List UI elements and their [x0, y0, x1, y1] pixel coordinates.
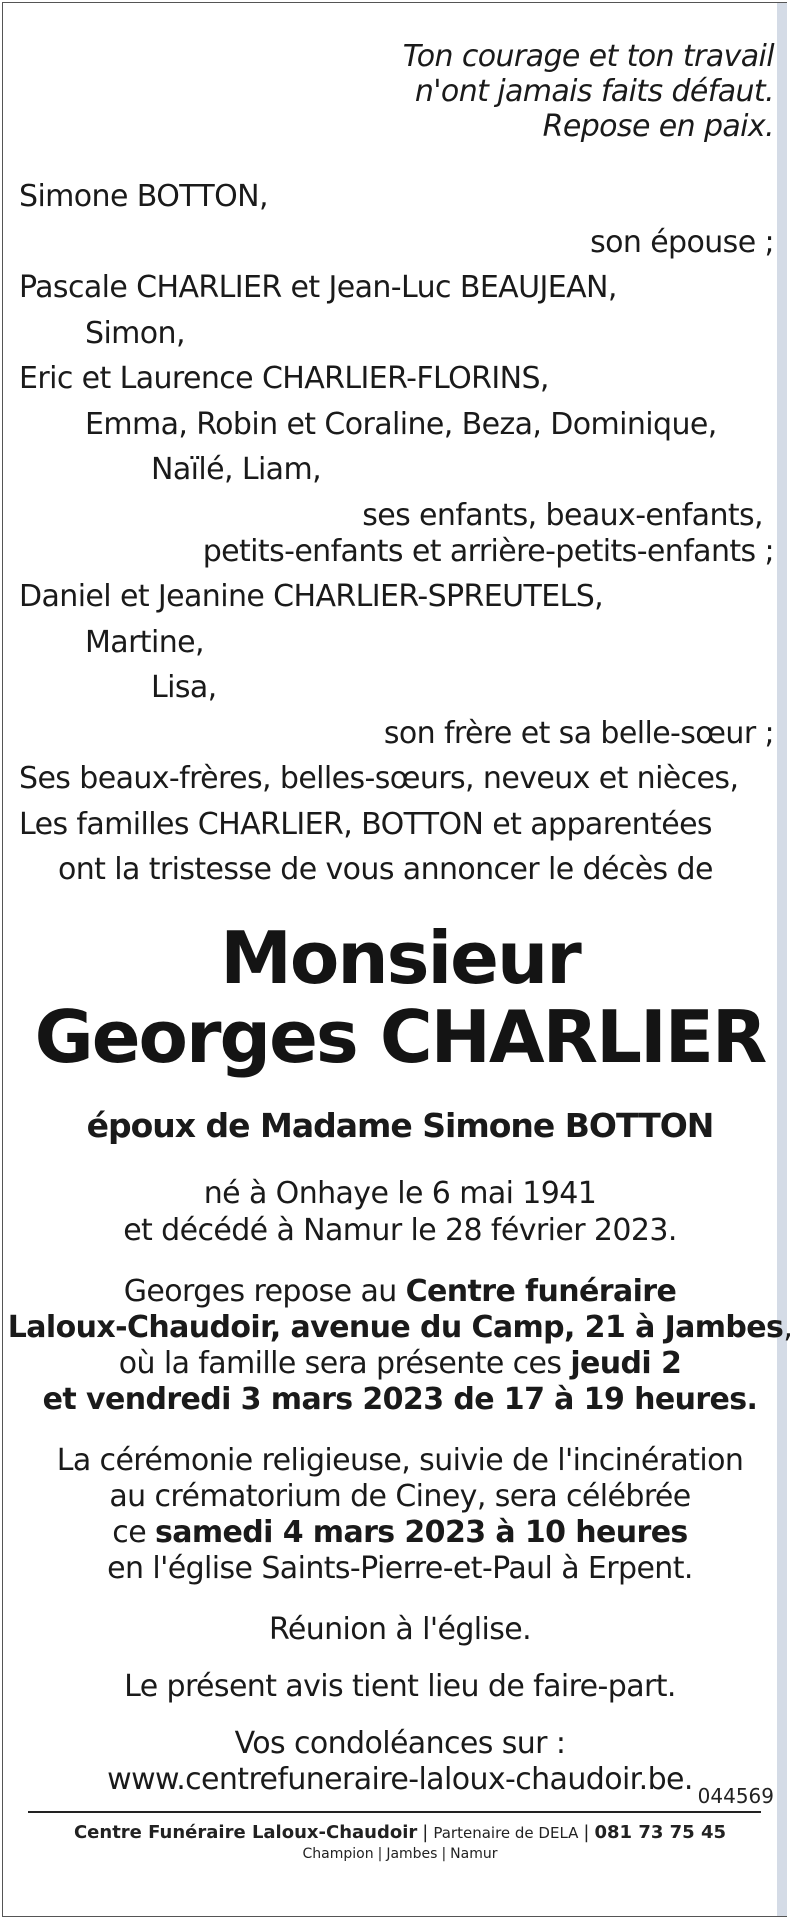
visitation-line: et vendredi 3 mars 2023 de 17 à 19 heures. — [42, 1382, 758, 1417]
separator: | — [583, 1822, 590, 1843]
condolences-label: Vos condoléances sur : — [234, 1726, 566, 1761]
family-line: Eric et Laurence CHARLIER-FLORINS, — [19, 361, 549, 396]
separator: | — [377, 1846, 383, 1862]
ceremony-line: au crématorium de Ciney, sera célébrée — [109, 1479, 691, 1514]
announcement-line: ont la tristesse de vous annoncer le décès de — [58, 852, 713, 887]
partner-text: Partenaire de DELA — [433, 1824, 579, 1842]
family-role: petits-enfants et arrière-petits-enfants ; — [202, 534, 774, 569]
notice-code: 044569 — [697, 1784, 774, 1808]
ceremony-line: en l'église Saints-Pierre-et-Paul à Erpent. — [107, 1551, 693, 1586]
location: Champion — [302, 1846, 374, 1862]
birth-line: né à Onhaye le 6 mai 1941 — [203, 1176, 597, 1211]
separator: | — [441, 1846, 447, 1862]
visitation-line: Laloux-Chaudoir, avenue du Camp, 21 à Jambes, — [7, 1310, 793, 1345]
deceased-name: Georges CHARLIER — [34, 995, 766, 1079]
family-line: Emma, Robin et Coraline, Beza, Dominique, — [85, 407, 717, 442]
company-name: Centre Funéraire Laloux-Chaudoir — [73, 1822, 418, 1843]
family-line: Simon, — [85, 316, 185, 351]
death-line: et décédé à Namur le 28 février 2023. — [123, 1213, 677, 1248]
footer-company-line — [0, 1822, 800, 1844]
ceremony-line: La cérémonie religieuse, suivie de l'incinération — [56, 1443, 744, 1478]
epigraph-line: Ton courage et ton travail — [402, 39, 774, 74]
family-line: Naïlé, Liam, — [151, 452, 322, 487]
family-role: son épouse ; — [590, 225, 774, 260]
spouse-line: époux de Madame Simone BOTTON — [86, 1106, 714, 1145]
family-line: Simone BOTTON, — [19, 179, 268, 214]
separator: | — [422, 1822, 429, 1843]
family-line: Lisa, — [151, 670, 217, 705]
location: Jambes — [386, 1846, 438, 1862]
footer-divider — [28, 1811, 761, 1813]
family-role: ses enfants, beaux-enfants, — [362, 498, 763, 533]
phone-number[interactable]: 081 73 75 45 — [594, 1822, 727, 1843]
epigraph-line: Repose en paix. — [542, 109, 774, 144]
visitation-line: où la famille sera présente ces jeudi 2 — [118, 1346, 682, 1381]
deceased-title: Monsieur — [220, 916, 580, 1000]
notice-line: Le présent avis tient lieu de faire-part. — [124, 1669, 676, 1704]
family-line: Les familles CHARLIER, BOTTON et apparentées — [19, 807, 712, 842]
visitation-line: Georges repose au Centre funéraire — [123, 1274, 677, 1309]
ceremony-line: ce samedi 4 mars 2023 à 10 heures — [112, 1515, 688, 1550]
family-line: Ses beaux-frères, belles-sœurs, neveux et nièces, — [19, 761, 739, 796]
reunion-line: Réunion à l'église. — [268, 1612, 532, 1647]
family-line: Daniel et Jeanine CHARLIER-SPREUTELS, — [19, 579, 604, 614]
footer-locations — [0, 1845, 800, 1863]
family-line: Martine, — [85, 625, 204, 660]
epigraph-line: n'ont jamais faits défaut. — [414, 74, 774, 109]
location: Namur — [450, 1846, 498, 1862]
family-role: son frère et sa belle-sœur ; — [383, 716, 774, 751]
condolences-link[interactable]: www.centrefuneraire-laloux-chaudoir.be. — [107, 1762, 693, 1797]
family-line: Pascale CHARLIER et Jean-Luc BEAUJEAN, — [19, 270, 617, 305]
